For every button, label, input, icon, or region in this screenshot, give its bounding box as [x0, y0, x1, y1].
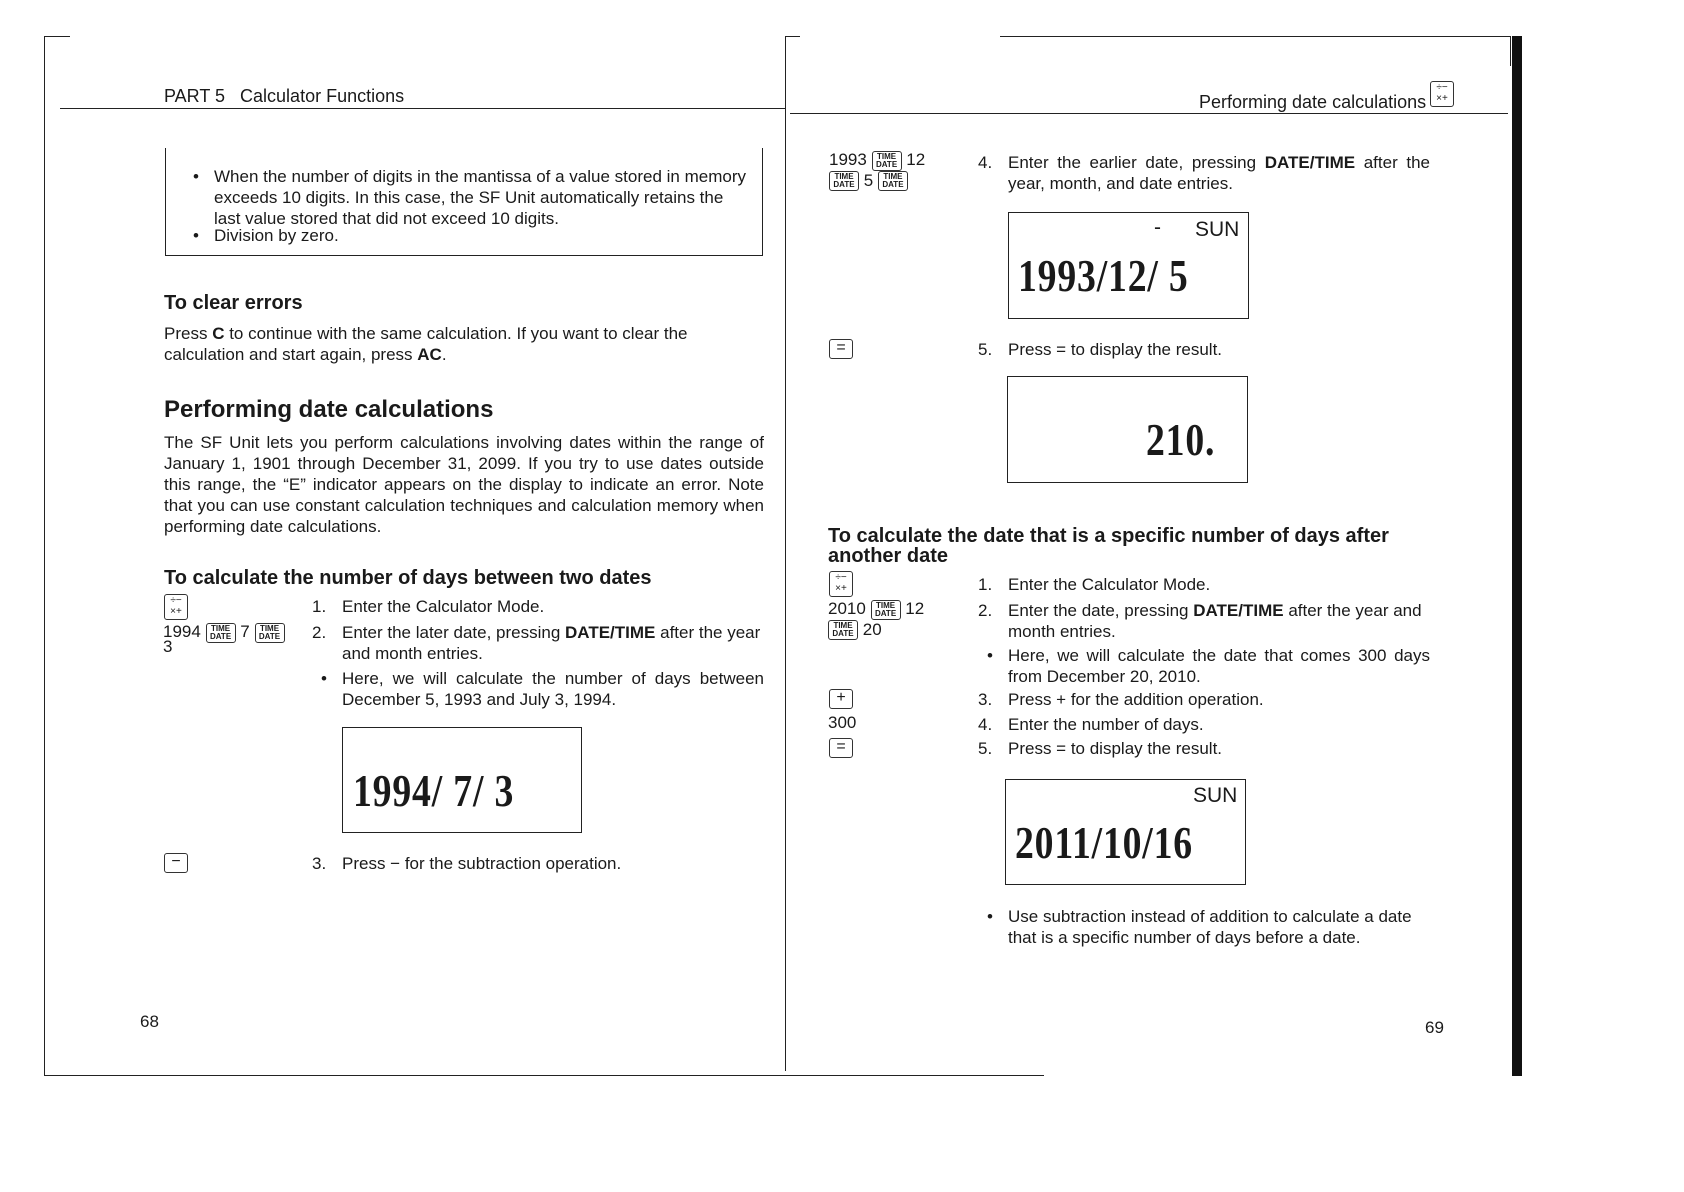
display-value: 2011/10/16 [1015, 817, 1193, 868]
step-number: 5. [978, 340, 993, 359]
step-5-display-result [978, 339, 1430, 361]
step-text: Press − for the subtraction operation. [342, 854, 622, 873]
display-value: 210. [1146, 414, 1216, 465]
key-year: 1994 [163, 622, 201, 641]
date-time-key-icon [872, 151, 902, 171]
top-rule-right [1000, 36, 1510, 37]
key-label-bottom: DATE [875, 159, 898, 169]
step-text: Press = to display the result. [1008, 739, 1223, 758]
step-number: 2. [312, 623, 327, 642]
after-step-1 [978, 574, 1430, 596]
box-bullet-2 [184, 225, 749, 247]
step-text [342, 622, 764, 664]
display-value: 1993/12/ 5 [1018, 250, 1189, 301]
step-text-part: Enter the date, pressing [1008, 601, 1194, 620]
step-number: 4. [978, 153, 993, 172]
step-text [1008, 152, 1430, 194]
key-days-count: 300 [828, 713, 857, 732]
key-label-top: TIME [211, 623, 231, 633]
plus-key-icon: + [829, 689, 853, 709]
days-step-3 [312, 853, 764, 875]
bullet-dot: • [987, 646, 993, 665]
date-time-key-icon [828, 620, 858, 640]
box-bullet-1 [184, 166, 749, 230]
step-text-part: after the year and month entries. [342, 623, 761, 663]
key-label-bottom: DATE [874, 608, 897, 618]
step-text-part: after the year and month entries. [1008, 601, 1422, 641]
error-conditions-box [165, 148, 763, 256]
earlier-date-key-sequence [829, 150, 959, 191]
step-text-part: after the year, month, and date entries. [1008, 153, 1430, 193]
header-rule-left [60, 108, 785, 109]
bullet-text: Here, we will calculate the number of days between December 5, 1993 and July 3, 1994. [342, 669, 764, 709]
key-label-top: TIME [883, 172, 903, 182]
bullet-dot: • [193, 226, 199, 245]
after-date-key-sequence [828, 599, 958, 640]
bottom-rule [44, 1075, 1044, 1076]
clear-errors-heading: To clear errors [164, 292, 303, 314]
key-label-bottom: DATE [832, 629, 854, 639]
after-step-5 [978, 738, 1430, 760]
step-text: Press + for the addition operation. [1008, 690, 1264, 709]
step-number: 2. [978, 601, 993, 620]
display-day-of-week: SUN [1193, 784, 1238, 807]
date-time-key-icon [871, 600, 901, 620]
display-day-of-week: SUN [1195, 218, 1240, 241]
key-day: 5 [863, 170, 874, 190]
key-year: 1993 [829, 150, 867, 169]
after-bullet [978, 645, 1430, 689]
key-day: 20 [862, 619, 882, 639]
minus-key-icon: − [164, 853, 188, 873]
step-number: 1. [978, 575, 993, 594]
display-days-result [1007, 376, 1248, 483]
after-step-2 [978, 600, 1430, 644]
step-text: Enter the Calculator Mode. [342, 597, 545, 616]
left-page-number: 68 [140, 1012, 159, 1031]
step-number: 3. [312, 854, 327, 873]
key-label-top: TIME [877, 151, 897, 161]
key-month: 12 [906, 150, 926, 169]
key-label-bottom: DATE [882, 180, 904, 190]
date-time-key-label: DATE/TIME [1193, 601, 1284, 620]
days-step-2 [312, 622, 764, 666]
days-bullet [312, 668, 764, 712]
box-bullet-2-text: Division by zero. [214, 226, 339, 245]
right-page-edge-shadow [1512, 36, 1522, 1076]
days-between-heading: To calculate the number of days between two dates [164, 567, 652, 589]
key-c: C [212, 324, 225, 343]
calculator-mode-icon: ÷− ×+ [1430, 81, 1454, 107]
key-ac: AC [417, 345, 442, 364]
step-text: Enter the number of days. [1008, 715, 1204, 734]
date-time-key-icon [255, 623, 285, 643]
equals-key-icon: = [829, 738, 853, 758]
after-step-4 [978, 714, 1430, 736]
step-text: Press = to display the result. [1008, 340, 1223, 359]
display-value: 1994/ 7/ 3 [353, 765, 515, 816]
clear-errors-text [164, 323, 764, 365]
key-label-top: TIME [834, 172, 854, 182]
date-time-key-icon [206, 623, 236, 643]
step-text [1008, 600, 1430, 642]
key-label-top: TIME [833, 621, 853, 631]
step-number: 5. [978, 739, 993, 758]
date-time-key-icon [829, 171, 859, 191]
clear-errors-text-1: Press [164, 324, 213, 343]
step-number: 1. [312, 597, 327, 616]
right-page-header: Performing date calculations [1199, 92, 1427, 112]
key-day: 3 [163, 636, 173, 656]
key-label-top: TIME [876, 600, 896, 610]
step-text-part: Enter the later date, pressing [342, 623, 566, 642]
step-4-earlier-date [978, 152, 1430, 196]
bullet-dot: • [987, 907, 993, 926]
bullet-dot: • [193, 167, 199, 186]
spine-rule [785, 36, 786, 1071]
key-label-bottom: DATE [258, 631, 281, 641]
bullet-dot: • [321, 669, 327, 688]
date-time-key-icon [878, 171, 908, 191]
display-minus-indicator: - [1154, 216, 1161, 239]
clear-errors-text-2: to continue with the same calculation. If you want to clear the calculation and start again, press [164, 324, 688, 364]
left-page-header: PART 5 Calculator Functions [164, 86, 405, 106]
step-number: 4. [978, 715, 993, 734]
left-edge-rule [44, 36, 45, 1076]
days-between-key-sequence [163, 622, 303, 657]
key-year: 2010 [828, 599, 866, 618]
right-page-number: 69 [1425, 1018, 1444, 1037]
key-month: 12 [905, 599, 925, 618]
header-rule-right [790, 113, 1508, 114]
key-month: 7 [240, 622, 250, 641]
equals-key-icon: = [829, 339, 853, 359]
key-label-bottom: DATE [833, 180, 855, 190]
box-bullet-1-text: When the number of digits in the mantissa of a value stored in memory exceeds 10 digits. In this case, the SF Unit automatically retains the last value stored that did not exceed 10 digits. [214, 167, 746, 228]
date-calc-heading: Performing date calculations [164, 396, 494, 423]
calculator-mode-icon: ÷− ×+ [829, 571, 853, 597]
date-calc-paragraph: The SF Unit lets you perform calculations involving dates within the range of January 1, 1901 through December 31, 2099. If you try to use dates outside this range, the “E” indicator appears on the display to indicate an error. Note that you can use constant calculation techniques and calculation memory when performing date calculations. [164, 433, 764, 536]
after-note [978, 906, 1430, 950]
spine-top-tick [786, 36, 800, 37]
bullet-text: Use subtraction instead of addition to calculate a date that is a specific number of days before a date. [1008, 907, 1412, 947]
bullet-text: Here, we will calculate the date that comes 300 days from December 20, 2010. [1008, 646, 1430, 686]
step-text-part: Enter the earlier date, pressing [1008, 153, 1265, 172]
after-date-heading: To calculate the date that is a specific number of days after another date [828, 525, 1389, 567]
clear-errors-text-3: . [441, 345, 447, 364]
step-text: Enter the Calculator Mode. [1008, 575, 1211, 594]
days-step-1 [312, 596, 764, 618]
right-edge-rule [1510, 36, 1511, 66]
step-number: 3. [978, 690, 993, 709]
key-label-bottom: DATE [209, 631, 232, 641]
after-step-3 [978, 689, 1430, 711]
key-label-top: TIME [259, 623, 280, 633]
display-earlier-date [1008, 212, 1249, 319]
calculator-mode-icon: ÷− ×+ [164, 594, 188, 620]
display-result-date [1005, 779, 1246, 885]
date-time-key-label: DATE/TIME [565, 623, 656, 642]
date-time-key-label: DATE/TIME [1264, 153, 1356, 172]
display-later-date [342, 727, 582, 833]
top-rule-left [44, 36, 70, 37]
